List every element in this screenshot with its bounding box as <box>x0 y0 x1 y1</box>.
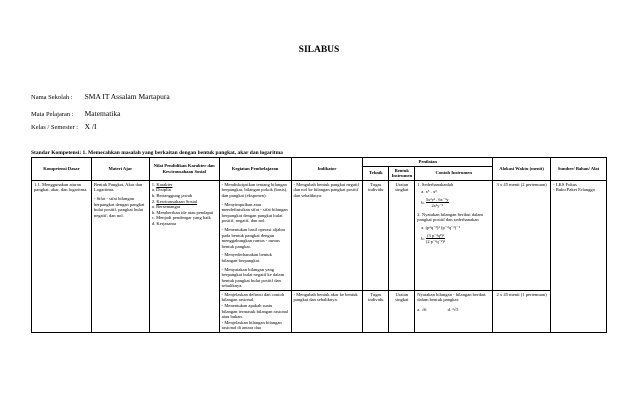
nilai-item: b. Bertanggung jawab <box>151 192 193 198</box>
class-value: X /I <box>84 122 97 131</box>
sumber-cell <box>551 180 607 332</box>
nilai-item: b. Memberikan ide atau pendapat <box>151 209 214 215</box>
contoh-cell <box>415 180 493 290</box>
school-label: Nama Sekolah : <box>31 94 73 101</box>
nilai-item: a. Disiplin <box>151 187 171 193</box>
nilai-item: 1. Karakter <box>151 181 173 187</box>
syllabus-table <box>31 157 607 333</box>
indikator-cell: - Mengubah bentuk akar ke bentuk pangkat dan sebaliknya. <box>291 290 363 332</box>
bentuk-cell: Uraian singkat <box>389 290 415 332</box>
header-penilaian: Penilaian <box>363 158 493 167</box>
kegiatan-item: - Menjelaskan definisi dan contoh bilangan rasional. <box>221 291 285 303</box>
header-alokasi: Alokasi Waktu (menit) <box>493 158 551 181</box>
nilai-item: d. Kerjasama <box>151 220 177 226</box>
nilai-cell <box>149 180 219 332</box>
kegiatan-item: - Menentukan apakah suatu bilangan termasuk bilangan rasional atau bukan. <box>221 303 289 320</box>
alokasi-cell: 3 x 45 menit (2 pertemuan) <box>493 180 551 290</box>
teknik-cell: Tugas individu <box>363 290 389 332</box>
sumber-item: - Buku Paket Erlangga <box>553 187 595 193</box>
indikator-cell: - Mengubah bentuk pangkat negatif dan nol ke bilangan pangkat positif dan sebaliknya. <box>291 180 363 290</box>
class-label: Kelas / Semester : <box>31 124 79 131</box>
header-kd: Kompetensi Dasar <box>32 158 92 181</box>
kegiatan-item: - Menentukan hasil operasi aljabar pada bentuk pangkat dengan menggabungkan rumus - rumus bentuk pangkat. <box>221 226 286 249</box>
contoh-a: a. √6 <box>417 307 427 313</box>
nilai-item: a. Bersemangat <box>151 204 181 210</box>
kd-cell: 1.1. Menggunakan aturan pangkat, akar, dan logaritma. <box>32 180 92 332</box>
contoh-2b: b. $\frac{\text{(3 p⁻²q³)²}}{\text{(2 p⁻³q⁻²)³}}$ <box>421 232 446 244</box>
school-line <box>31 92 170 101</box>
page-title: SILABUS <box>298 45 340 55</box>
contoh-cell <box>415 290 493 332</box>
bentuk-cell: Uraian singkat <box>389 180 415 290</box>
contoh-items <box>417 307 490 313</box>
header-materi: Materi Ajar <box>91 158 149 181</box>
contoh-b: d. ³√5 <box>447 307 459 313</box>
nilai-item: c. Menjadi pendengar yang baik <box>151 215 211 221</box>
contoh-2a: a. (p³q⁻²)³ (p⁻²q⁻¹)⁻¹ <box>421 224 461 230</box>
contoh-2: 2. Nyatakan bilangan berikut dalam pangkat positif dan sederhanakan <box>417 211 483 223</box>
materi-title: Bentuk Pangkat, Akar dan Logaritma. <box>93 181 143 193</box>
materi-sub: - Sifat - sifat bilangan berpangkat dengan pangkat bulat positif, pangkat bulat negatif, dan nol. <box>93 195 145 218</box>
kegiatan-item: - Menjelaskan bilangan bilangan rasional di antara dua <box>221 319 282 331</box>
kegiatan-cell <box>219 180 291 290</box>
header-contoh: Contoh Instrumen <box>415 166 493 180</box>
header-bentuk: Bentuk Instrumen <box>389 166 415 180</box>
kegiatan-cell <box>219 290 291 332</box>
subject-value: Matematika <box>84 109 121 118</box>
class-line <box>31 122 97 131</box>
header-row <box>32 158 607 167</box>
materi-cell <box>91 180 149 332</box>
subject-label: Mata Pelajaran : <box>31 111 74 118</box>
header-sumber: Sumber/ Bahan/ Alat <box>551 158 607 181</box>
header-indikator: Indikator <box>291 158 363 181</box>
contoh-a: a. x⁵ . x³ <box>421 189 437 195</box>
header-teknik: Teknik <box>363 166 389 180</box>
kegiatan-item: - Menyimpulkan atau mendefinisikan sifat - sifat bilangan berpangkat dengan pangkat bulat positif, negatif, dan nol. <box>221 201 288 224</box>
table-row <box>32 180 607 290</box>
header-kegiatan: Kegiatan Pembelajaran <box>219 158 291 181</box>
kegiatan-item: - Mendiskripsikan tentang bilangan berpangkat, bilangan pokok (basis), dan pangkat (eksponen). <box>221 181 288 198</box>
sumber-item: - LKS Fokus <box>553 181 577 187</box>
alokasi-cell: 2 x 45 menit (1 pertemuan) <box>493 290 551 332</box>
contoh-b: b. $\frac{\text{5x²y³ . 6x⁻³y}}{\text{2x²y⁻³}}$ <box>421 196 449 209</box>
subject-line <box>31 109 120 118</box>
contoh-title: Nyatakan bilangan - bilangan berikut dalam bentuk pangkat: <box>417 291 486 303</box>
kegiatan-item: - Menyederhanakan bentuk bilangan berpangkat. <box>221 252 272 263</box>
header-nilai: Nilai Pendidikan Karakter dan Kewirausahaan Sosial <box>149 158 219 181</box>
school-value: SMA IT Assalam Martapura <box>84 92 170 101</box>
nilai-item: 2. Kewirausahaan Sosial <box>151 198 198 204</box>
kegiatan-item: - Menyatakan bilangan yang berpangkat bulat negatif ke dalam bentuk pangkat bulat positif dan sebaliknya. <box>221 266 285 289</box>
teknik-cell: Tugas individu <box>363 180 389 290</box>
contoh-title: 1. Sederhanakanlah <box>417 181 454 187</box>
competency-standard: Standar Kompetensi: 1. Memecahkan masalah yang berkaitan dengan bentuk pangkat, akar dan logaritma <box>31 150 283 156</box>
